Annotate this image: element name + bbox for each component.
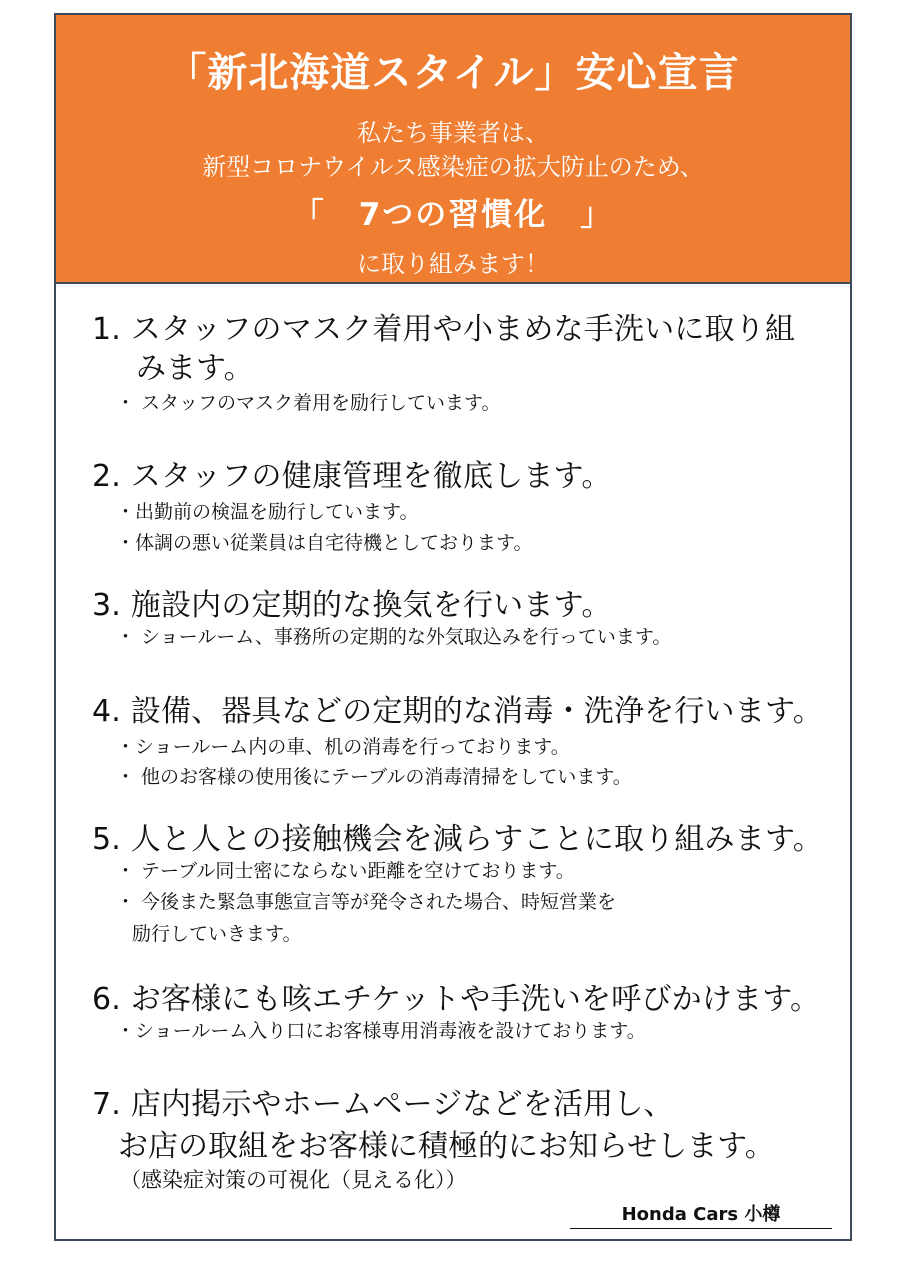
item-2-heading: 2. スタッフの健康管理を徹底します。 [92,459,612,494]
item-3-bullet-1: ・ ショールーム、事務所の定期的な外気取込みを行っています。 [116,626,672,648]
header-intro-line: 私たち事業者は、 [357,119,549,147]
item-4-bullet-2: ・ 他のお客様の使用後にテーブルの消毒清掃をしています。 [116,766,632,788]
item-5-bullet-1: ・ テーブル同士密にならない距離を空けております。 [116,860,575,882]
header-commit-line: に取り組みます！ [357,250,549,278]
item-7-note: （感染症対策の可視化（見える化）） [120,1168,467,1192]
dealer-signature: Honda Cars 小樽 [570,1200,832,1229]
item-1-heading: 1. スタッフのマスク着用や小まめな手洗いに取り組 [92,312,796,347]
item-2-bullet-1: ・出勤前の検温を励行しています。 [116,501,419,523]
poster-header [56,15,850,284]
seven-habits-heading: 「 7つの習慣化 」 [292,197,614,233]
item-7-heading-cont: お店の取組をお客様に積極的にお知らせします。 [118,1129,775,1164]
item-2-bullet-2: ・体調の悪い従業員は自宅待機としております。 [116,532,533,554]
item-6-bullet-1: ・ショールーム入り口にお客様専用消毒液を設けております。 [116,1020,646,1042]
item-1-bullet-1: ・ スタッフのマスク着用を励行しています。 [116,392,501,414]
item-4-heading: 4. 設備、器具などの定期的な消毒・洗浄を行います。 [92,694,823,729]
item-1-heading-cont: みます。 [136,351,254,386]
item-5-heading: 5. 人と人との接触機会を減らすことに取り組みます。 [92,822,823,857]
item-5-bullet-2: ・ 今後また緊急事態宣言等が発令された場合、時短営業を [116,891,617,913]
item-6-heading: 6. お客様にも咳エチケットや手洗いを呼びかけます。 [92,982,821,1017]
item-7-heading: 7. 店内掲示やホームページなどを活用し、 [92,1087,674,1122]
item-5-bullet-2-cont: 励行していきます。 [132,923,302,945]
item-3-heading: 3. 施設内の定期的な換気を行います。 [92,588,612,623]
header-purpose-line: 新型コロナウイルス感染症の拡大防止のため、 [202,153,704,181]
declaration-poster [54,13,852,1241]
item-4-bullet-1: ・ショールーム内の車、机の消毒を行っております。 [116,736,570,758]
poster-title: 「新北海道スタイル」安心宣言 [166,50,740,96]
